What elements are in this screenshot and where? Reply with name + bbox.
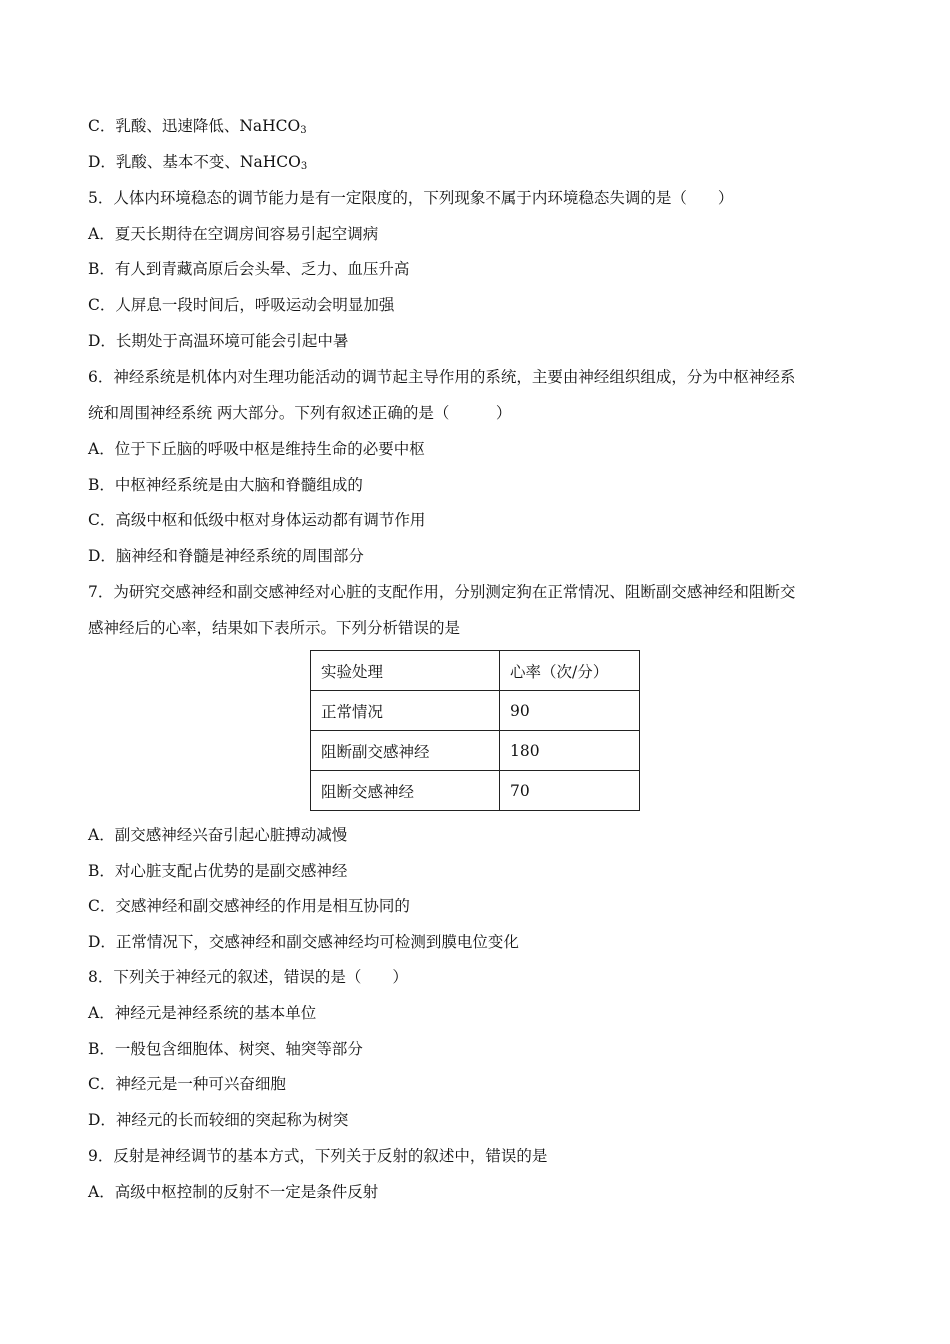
table-header-row bbox=[311, 651, 640, 691]
q8-option-c: C．神经元是一种可兴奋细胞 bbox=[88, 1075, 286, 1093]
table-row bbox=[311, 691, 640, 731]
q4-option-c: C．乳酸、迅速降低、NaHCO$_3$ bbox=[88, 117, 307, 136]
q6-stem-line1: 6．神经系统是机体内对生理功能活动的调节起主导作用的系统，主要由神经组织组成，分为中枢神经系 bbox=[88, 368, 796, 386]
q5-option-d: D．长期处于高温环境可能会引起中暑 bbox=[88, 332, 349, 350]
q7-option-c: C．交感神经和副交感神经的作用是相互协同的 bbox=[88, 897, 410, 915]
q7-option-a: A．副交感神经兴奋引起心脏搏动减慢 bbox=[88, 826, 348, 844]
table-cell: 70 bbox=[500, 771, 640, 811]
q6-option-a: A．位于下丘脑的呼吸中枢是维持生命的必要中枢 bbox=[88, 440, 425, 458]
q6-option-b: B．中枢神经系统是由大脑和脊髓组成的 bbox=[88, 476, 363, 494]
table-cell: 180 bbox=[500, 731, 640, 771]
q5-option-c: C．人屏息一段时间后，呼吸运动会明显加强 bbox=[88, 296, 395, 314]
table-cell: 阻断交感神经 bbox=[311, 771, 500, 811]
q8-stem: 8．下列关于神经元的叙述，错误的是（ ） bbox=[88, 968, 408, 986]
q5-option-b: B．有人到青藏高原后会头晕、乏力、血压升高 bbox=[88, 260, 410, 278]
q8-option-a: A．神经元是神经系统的基本单位 bbox=[88, 1004, 317, 1022]
q9-stem: 9．反射是神经调节的基本方式，下列关于反射的叙述中，错误的是 bbox=[88, 1147, 548, 1165]
table-header-cell: 实验处理 bbox=[311, 651, 500, 691]
q6-option-c: C．高级中枢和低级中枢对身体运动都有调节作用 bbox=[88, 511, 426, 529]
q7-option-d: D．正常情况下，交感神经和副交感神经均可检测到膜电位变化 bbox=[88, 933, 519, 951]
q7-stem-line1: 7．为研究交感神经和副交感神经对心脏的支配作用，分别测定狗在正常情况、阻断副交感神经和阻断交 bbox=[88, 583, 796, 601]
q8-option-b: B．一般包含细胞体、树突、轴突等部分 bbox=[88, 1040, 363, 1058]
table-cell: 阻断副交感神经 bbox=[311, 731, 500, 771]
q6-stem-line2: 统和周围神经系统 两大部分。下列有叙述正确的是（ ） bbox=[88, 404, 512, 422]
table-cell: 正常情况 bbox=[311, 691, 500, 731]
q6-option-d: D．脑神经和脊髓是神经系统的周围部分 bbox=[88, 547, 364, 565]
heart-rate-table bbox=[310, 650, 640, 811]
q8-option-d: D．神经元的长而较细的突起称为树突 bbox=[88, 1111, 349, 1129]
table-cell: 90 bbox=[500, 691, 640, 731]
q9-option-a: A．高级中枢控制的反射不一定是条件反射 bbox=[88, 1183, 379, 1201]
table-row bbox=[311, 771, 640, 811]
q5-option-a: A．夏天长期待在空调房间容易引起空调病 bbox=[88, 225, 379, 243]
q7-option-b: B．对心脏支配占优势的是副交感神经 bbox=[88, 862, 348, 880]
q7-stem-line2: 感神经后的心率，结果如下表所示。下列分析错误的是 bbox=[88, 619, 461, 637]
table-row bbox=[311, 731, 640, 771]
table-header-cell: 心率（次/分） bbox=[500, 651, 640, 691]
q5-stem: 5．人体内环境稳态的调节能力是有一定限度的，下列现象不属于内环境稳态失调的是（ ） bbox=[88, 189, 734, 207]
q4-option-d: D．乳酸、基本不变、NaHCO$_3$ bbox=[88, 153, 308, 172]
